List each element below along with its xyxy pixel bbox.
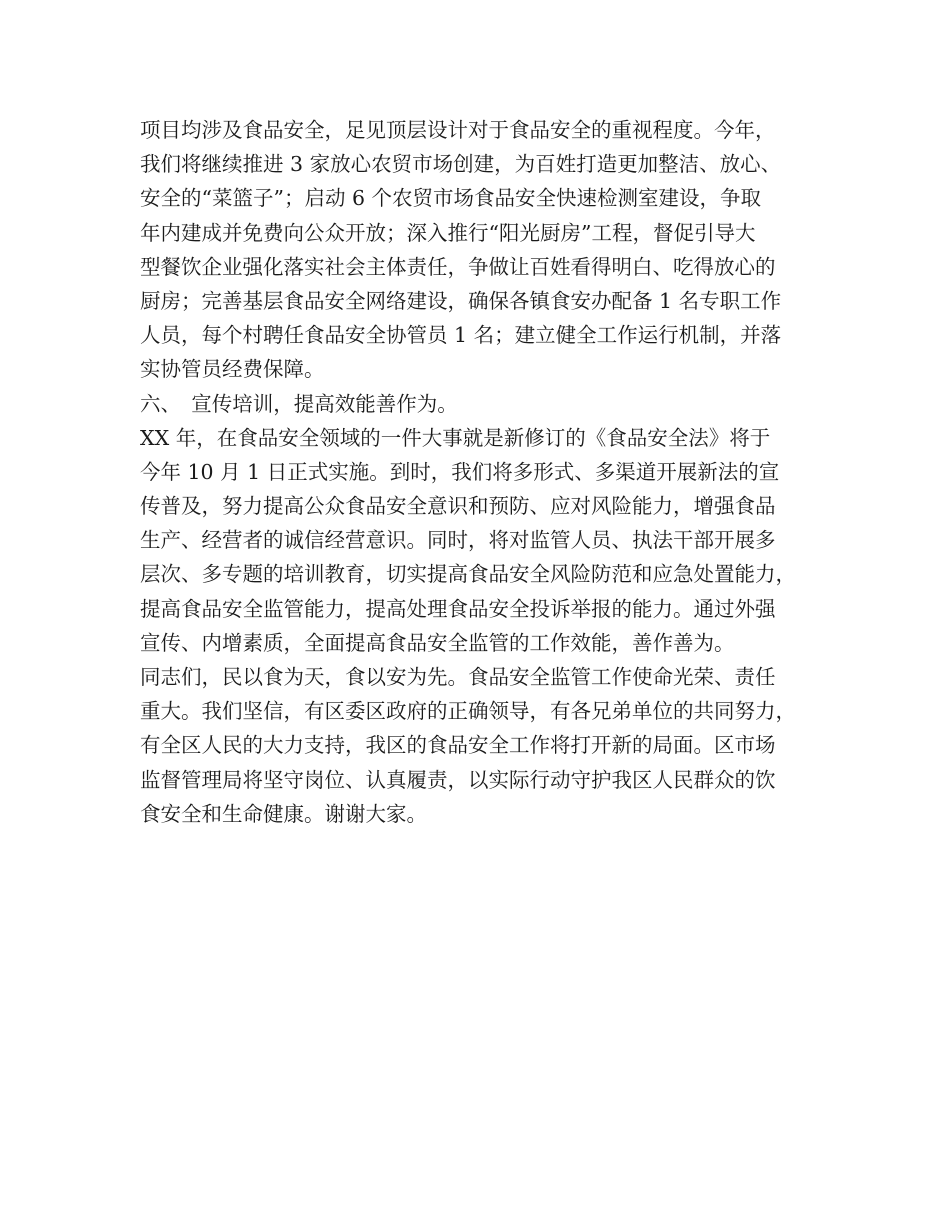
text-line: 我们将继续推进 3 家放心农贸市场创建，为百姓打造更加整洁、放心、 bbox=[140, 152, 782, 177]
text-line: 传普及，努力提高公众食品安全意识和预防、应对风险能力，增强食品 bbox=[140, 494, 776, 519]
text-line: 宣传、内增素质，全面提高食品安全监管的工作效能，善作善为。 bbox=[140, 630, 735, 655]
text-line: 人员，每个村聘任食品安全协管员 1 名；建立健全工作运行机制，并落 bbox=[140, 323, 782, 348]
text-line: 有全区人民的大力支持，我区的食品安全工作将打开新的局面。区市场 bbox=[140, 733, 776, 758]
text-line: 监督管理局将坚守岗位、认真履责，以实际行动守护我区人民群众的饮 bbox=[140, 767, 776, 792]
text-line: 生产、经营者的诚信经营意识。同时，将对监管人员、执法干部开展多 bbox=[140, 528, 776, 553]
text-line: 食安全和生命健康。谢谢大家。 bbox=[140, 801, 427, 826]
section-heading: 六、 宣传培训，提高效能善作为。 bbox=[140, 391, 458, 416]
text-line: 重大。我们坚信，有区委区政府的正确领导，有各兄弟单位的共同努力， bbox=[140, 699, 796, 724]
text-line: 今年 10 月 1 日正式实施。到时，我们将多形式、多渠道开展新法的宣 bbox=[140, 459, 780, 484]
text-line: 项目均涉及食品安全，足见顶层设计对于食品安全的重视程度。今年， bbox=[140, 118, 776, 142]
text-line: 提高食品安全监管能力，提高处理食品安全投诉举报的能力。通过外强 bbox=[140, 596, 776, 621]
text-line: 同志们，民以食为天，食以安为先。食品安全监管工作使命光荣、责任 bbox=[140, 665, 776, 689]
text-line: 层次、多专题的培训教育，切实提高食品安全风险防范和应急处置能力， bbox=[140, 562, 796, 587]
text-line: 安全的“菜篮子”；启动 6 个农贸市场食品安全快速检测室建设，争取 bbox=[140, 186, 762, 211]
text-line: 厨房；完善基层食品安全网络建设，确保各镇食安办配备 1 名专职工作 bbox=[140, 288, 782, 313]
document-body bbox=[140, 113, 830, 831]
text-line: 实协管员经费保障。 bbox=[140, 357, 325, 382]
text-line: 型餐饮企业强化落实社会主体责任，争做让百姓看得明白、吃得放心的 bbox=[140, 254, 776, 279]
text-line: 年内建成并免费向公众开放；深入推行“阳光厨房”工程，督促引导大 bbox=[140, 220, 756, 245]
text-line: XX 年，在食品安全领域的一件大事就是新修订的《食品安全法》将于 bbox=[140, 425, 771, 450]
